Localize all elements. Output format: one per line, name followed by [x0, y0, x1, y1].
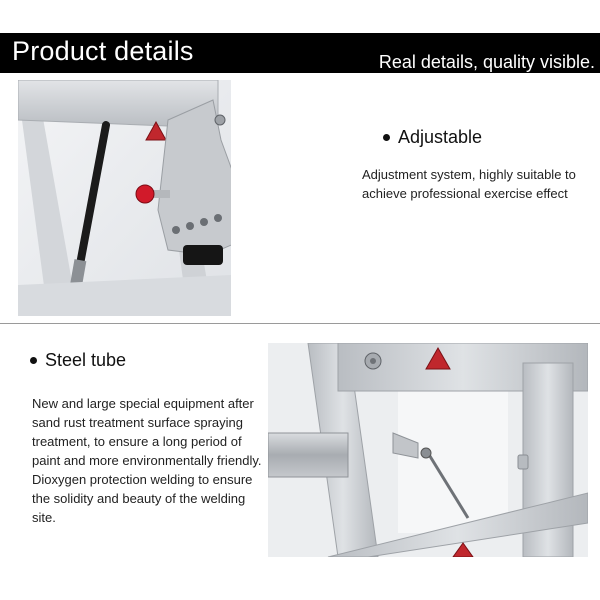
feature-description-adjustable: Adjustment system, highly suitable to achieve professional exercise effect [362, 167, 576, 201]
bullet-icon [383, 134, 390, 141]
feature-heading-adjustable [383, 127, 482, 148]
steel-tube-frame-photo [268, 343, 588, 557]
bullet-icon [30, 357, 37, 364]
feature-description-steel-tube: New and large special equipment after sand rust treatment surface spraying treatment, to ensure a long period of paint and more environmentally friendly. Dioxygen protection welding to ensure the solidity and beauty of the welding site. [32, 396, 262, 525]
red-knob-icon [136, 185, 154, 203]
header-banner [0, 33, 600, 73]
feature-heading-text: Adjustable [398, 127, 483, 147]
banner-title: Product details [12, 36, 194, 66]
feature-heading-steel-tube [30, 350, 126, 371]
section-divider [0, 323, 600, 324]
adjustment-knob-photo [18, 80, 231, 316]
feature-heading-text: Steel tube [45, 350, 127, 370]
banner-tagline: Real details, quality visible. [378, 52, 595, 72]
